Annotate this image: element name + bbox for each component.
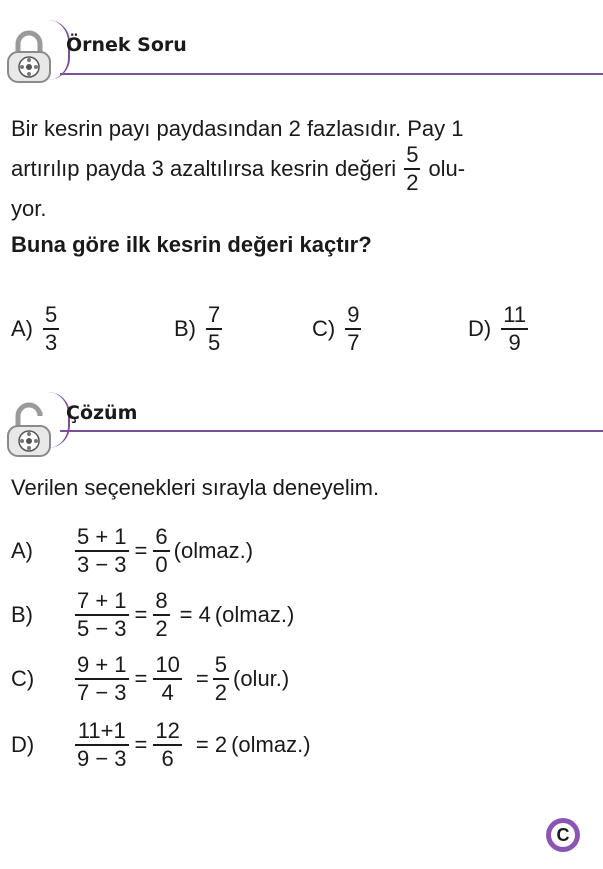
solution-row-b-rhs-num: 8 bbox=[155, 588, 168, 613]
option-d-label: D) bbox=[468, 316, 492, 341]
solution-row-a bbox=[11, 526, 253, 576]
option-d-den: 9 bbox=[508, 330, 521, 355]
solution-row-c-rhs-num: 10 bbox=[155, 652, 180, 677]
question-line-3: yor. bbox=[11, 196, 47, 221]
solution-row-c bbox=[11, 654, 289, 704]
solution-row-a-rhs-den: 0 bbox=[155, 552, 168, 577]
option-b-den: 5 bbox=[208, 330, 221, 355]
option-c-label: C) bbox=[312, 316, 336, 341]
solution-row-b-result: (olmaz.) bbox=[214, 602, 295, 627]
solution-row-b bbox=[11, 590, 294, 640]
solution-row-c-extra-eq: = bbox=[195, 666, 209, 691]
solution-row-c-rhs bbox=[153, 654, 181, 704]
solution-row-c-result: (olur.) bbox=[233, 666, 290, 691]
lock-closed-icon bbox=[4, 26, 54, 84]
solution-row-a-rhs bbox=[153, 526, 169, 576]
answer-letter: C bbox=[551, 823, 575, 847]
solution-row-c-eq: = bbox=[134, 666, 148, 691]
solution-row-c-extra bbox=[213, 654, 229, 704]
option-a-label: A) bbox=[11, 316, 33, 341]
solution-row-a-lhs bbox=[75, 526, 129, 576]
solution-row-b-extra: = 4 bbox=[179, 602, 211, 627]
solution-row-c-extra-num: 5 bbox=[214, 652, 227, 677]
example-rule bbox=[60, 73, 603, 75]
option-c-den: 7 bbox=[347, 330, 360, 355]
answer-badge bbox=[546, 818, 580, 852]
question-line-2-text: artırılıp payda 3 azaltılırsa kesrin değeri bbox=[11, 156, 397, 181]
question-fraction-num: 5 bbox=[406, 142, 419, 167]
solution-row-c-lhs bbox=[75, 654, 129, 704]
option-b[interactable] bbox=[174, 304, 222, 354]
option-d-num: 11 bbox=[503, 302, 527, 327]
option-d[interactable] bbox=[468, 304, 528, 354]
solution-row-d-rhs-den: 6 bbox=[161, 746, 174, 771]
solution-row-a-eq: = bbox=[134, 538, 148, 563]
solution-row-c-extra-den: 2 bbox=[214, 680, 227, 705]
solution-row-b-label: B) bbox=[11, 602, 33, 627]
solution-row-c-label: C) bbox=[11, 666, 35, 691]
solution-row-b-rhs-den: 2 bbox=[155, 616, 168, 641]
question-line-2-tail: olu- bbox=[428, 156, 466, 181]
solution-row-d-lhs-den: 9 − 3 bbox=[77, 746, 127, 771]
question-line-2 bbox=[11, 144, 465, 194]
solution-row-b-lhs bbox=[75, 590, 129, 640]
example-title: Örnek Soru bbox=[66, 34, 187, 56]
option-d-fraction bbox=[501, 304, 528, 354]
solution-row-a-lhs-den: 3 − 3 bbox=[77, 552, 127, 577]
solution-row-b-lhs-den: 5 − 3 bbox=[77, 616, 127, 641]
solution-row-a-lhs-num: 5 + 1 bbox=[77, 524, 127, 549]
solution-row-d-rhs bbox=[153, 720, 181, 770]
solution-row-d-result: (olmaz.) bbox=[231, 732, 311, 757]
solution-row-a-label: A) bbox=[11, 538, 33, 563]
option-c[interactable] bbox=[312, 304, 361, 354]
solution-title: Çözüm bbox=[66, 402, 138, 424]
solution-row-a-result: (olmaz.) bbox=[173, 538, 254, 563]
option-a-fraction bbox=[43, 304, 59, 354]
option-b-fraction bbox=[206, 304, 222, 354]
solution-row-b-rhs bbox=[153, 590, 169, 640]
solution-row-d-lhs bbox=[75, 720, 129, 770]
option-a-num: 5 bbox=[45, 302, 58, 327]
option-b-label: B) bbox=[174, 316, 196, 341]
option-b-num: 7 bbox=[208, 302, 221, 327]
question-prompt: Buna göre ilk kesrin değeri kaçtır? bbox=[11, 232, 372, 257]
solution-row-d bbox=[11, 720, 311, 770]
option-a-den: 3 bbox=[45, 330, 58, 355]
solution-row-c-lhs-den: 7 − 3 bbox=[77, 680, 127, 705]
solution-row-d-rhs-num: 12 bbox=[155, 718, 180, 743]
solution-row-b-lhs-num: 7 + 1 bbox=[77, 588, 127, 613]
solution-row-c-lhs-num: 9 + 1 bbox=[77, 652, 127, 677]
solution-rule bbox=[60, 430, 603, 432]
solution-row-d-eq: = bbox=[134, 732, 148, 757]
option-c-num: 9 bbox=[347, 302, 360, 327]
solution-row-c-rhs-den: 4 bbox=[161, 680, 174, 705]
solution-row-d-lhs-num: 11+1 bbox=[77, 718, 126, 743]
lock-open-icon bbox=[4, 400, 54, 458]
option-a[interactable] bbox=[11, 304, 59, 354]
question-fraction-den: 2 bbox=[406, 170, 419, 195]
solution-row-b-eq: = bbox=[134, 602, 148, 627]
solution-intro: Verilen seçenekleri sırayla deneyelim. bbox=[11, 475, 380, 500]
option-c-fraction bbox=[345, 304, 361, 354]
solution-row-d-label: D) bbox=[11, 732, 35, 757]
question-fraction bbox=[404, 144, 420, 194]
solution-row-d-extra: = 2 bbox=[195, 732, 228, 757]
solution-row-a-rhs-num: 6 bbox=[155, 524, 168, 549]
question-line-1: Bir kesrin payı paydasından 2 fazlasıdır. Pay 1 bbox=[11, 116, 464, 141]
